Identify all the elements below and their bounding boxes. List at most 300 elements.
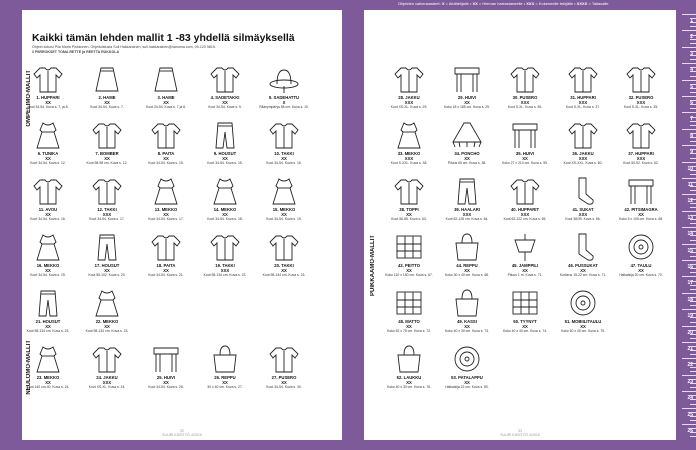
square-illustration-icon [509, 288, 541, 318]
pattern-size: Koot 34-54. Kuva s. 16. [266, 161, 302, 165]
illustration-credit: // PIIRROKSET TOMA RETTE ja REETTA RUKKOLA [32, 50, 120, 54]
ruler-number: 22 [687, 362, 693, 369]
circle-illustration-icon [451, 344, 483, 374]
pattern-item [611, 62, 671, 114]
pattern-difficulty: XX [464, 380, 470, 385]
pattern-name: 22. MEKKO [95, 319, 119, 324]
ruler-tick [690, 190, 696, 191]
ruler-tick [690, 399, 696, 400]
pattern-difficulty: XX [464, 324, 470, 329]
dress-illustration-icon [393, 120, 425, 150]
ruler-number: 13 [687, 214, 693, 221]
ruler-tick [690, 289, 696, 290]
pattern-item [77, 118, 137, 170]
ruler-tick [682, 260, 696, 261]
pattern-name: 4. SADETAKKI [210, 95, 240, 100]
pattern-name: 34. PONCHO [454, 151, 480, 156]
dress-illustration-icon [32, 344, 64, 374]
pattern-size: Koot 34-54. Kuva s. 16. [30, 217, 66, 221]
ruler-tick [690, 363, 696, 364]
ruler-tick [690, 108, 696, 109]
square-illustration-icon [393, 288, 425, 318]
pattern-item [379, 286, 439, 338]
pattern-size: Koot XS-XXL. Kuva s. 60. [563, 161, 603, 165]
pattern-item [136, 230, 196, 282]
pattern-difficulty: XX [406, 324, 412, 329]
top-illustration-icon [509, 176, 541, 206]
pattern-item [495, 230, 555, 282]
top-illustration-icon [150, 120, 182, 150]
ruler-tick [682, 326, 696, 327]
ruler-tick [690, 322, 696, 323]
ruler-tick [690, 92, 696, 93]
ruler-number: 1 [690, 18, 693, 24]
pattern-size: 30 x 40 cm. Kuva s. 27. [207, 385, 243, 389]
pattern-size: Koot 38/39. Kuva s. 66. [565, 217, 601, 221]
pattern-size: Koko 18 x 185 cm. Kuva s. 29. [444, 105, 490, 109]
ruler-number: 3 [690, 50, 693, 57]
top-illustration-icon [32, 64, 64, 94]
ruler-tick [682, 244, 696, 245]
pattern-difficulty: XX [222, 380, 228, 385]
pattern-difficulty: XXX [220, 268, 230, 273]
ruler-number: 20 [687, 329, 693, 336]
ruler-tick [690, 231, 696, 232]
pattern-difficulty: XX [104, 156, 110, 161]
ruler-tick [682, 424, 696, 425]
ruler [676, 0, 696, 450]
ruler-number: 6 [690, 100, 693, 106]
ruler-tick [690, 256, 696, 257]
pattern-name: 20. TAKKI [274, 263, 294, 268]
pattern-difficulty: XXX [636, 156, 646, 161]
ruler-number: 5 [690, 83, 693, 90]
pattern-item [437, 174, 497, 226]
ruler-tick [690, 432, 696, 433]
pattern-item [437, 62, 497, 114]
ruler-number: 19 [687, 313, 693, 320]
ruler-number: 10 [687, 165, 693, 172]
ruler-tick [682, 408, 696, 409]
pattern-size: Koot 34-54. Kuva s. 15. [207, 161, 243, 165]
square-illustration-icon [393, 232, 425, 262]
sock-illustration-icon [567, 176, 599, 206]
pattern-size: Koot 98-134 cm. Kuva s. 23. [26, 329, 70, 333]
ruler-tick [682, 194, 696, 195]
pattern-name: 31. HUPPARI [570, 95, 596, 100]
pattern-item [136, 342, 196, 394]
pattern-difficulty: XX [638, 212, 644, 217]
pattern-difficulty: XX [406, 380, 412, 385]
bag-illustration-icon [393, 344, 425, 374]
ruler-tick [690, 215, 696, 216]
ruler-tick [690, 55, 696, 56]
pattern-name: 3. HAME [157, 95, 175, 100]
sock-illustration-icon [567, 232, 599, 262]
pattern-size: Koko 40 x 30 cm. Kuva s. 73. [444, 329, 490, 333]
ruler-number: 7 [690, 116, 693, 123]
ruler-tick [690, 297, 696, 298]
pattern-difficulty: XX [522, 268, 528, 273]
pattern-name: 53. PATALAPPU [451, 375, 483, 380]
top-illustration-icon [150, 232, 182, 262]
ruler-tick [690, 141, 696, 142]
pattern-difficulty: XX [222, 212, 228, 217]
pattern-name: 10. TAKKI [274, 151, 294, 156]
top-illustration-icon [625, 64, 657, 94]
ruler-number: 16 [687, 264, 693, 270]
pattern-size: Koot 34-54. Kuva s. 17. [89, 217, 125, 221]
pattern-difficulty: XX [104, 100, 110, 105]
ruler-tick [690, 51, 696, 52]
pattern-name: 17. HOUSUT [94, 263, 120, 268]
pattern-name: 50. TYYNYT [513, 319, 537, 324]
top-illustration-icon [567, 64, 599, 94]
pattern-size: Pituus 65 cm. Kuva s. 38. [447, 161, 487, 165]
pattern-difficulty: XX [163, 212, 169, 217]
pattern-item [611, 174, 671, 226]
pattern-difficulty: XX [222, 100, 228, 105]
pattern-size: Koko 110 x 150 cm. Kuva s. 67. [385, 273, 433, 277]
pattern-item [611, 118, 671, 170]
pattern-name: 15. MEKKO [272, 207, 296, 212]
poncho-illustration-icon [451, 120, 483, 150]
pattern-name: 29. HUIVI [457, 95, 477, 100]
pattern-size: Päänympärys 58 cm. Kuva s. 10. [259, 105, 309, 109]
ruler-tick [682, 227, 696, 228]
ruler-number: 21 [687, 346, 693, 352]
dress-illustration-icon [268, 176, 300, 206]
pattern-difficulty: XX [45, 100, 51, 105]
pattern-size: Pituus 1 m. Kuva s. 71. [507, 273, 543, 277]
pattern-difficulty: XX [281, 380, 287, 385]
ruler-number: 14 [687, 231, 693, 238]
pattern-item [77, 62, 137, 114]
ruler-tick [690, 305, 696, 306]
pattern-item [254, 118, 314, 170]
pattern-size: Koot 34-54. Kuva s. 19. [266, 217, 302, 221]
ruler-tick [690, 420, 696, 421]
ruler-tick [690, 67, 696, 68]
section-label-ompelimo: OMPELIMO-MALLIT [26, 70, 32, 127]
pattern-difficulty: XX [638, 268, 644, 273]
skirt-illustration-icon [150, 64, 182, 94]
ruler-tick [690, 412, 696, 413]
ruler-tick [682, 80, 696, 81]
section-label-neulomo: NEULOMO-MALLIT [26, 340, 32, 395]
ruler-tick [690, 43, 696, 44]
pattern-size: Koot XS-XL. Kuva s. 29. [390, 105, 428, 109]
pattern-item [437, 118, 497, 170]
pattern-difficulty: XX [281, 268, 287, 273]
ruler-tick [690, 84, 696, 85]
ruler-tick [690, 268, 696, 269]
ruler-number: 15 [687, 247, 693, 254]
pattern-difficulty: XXX [102, 212, 112, 217]
ruler-tick [682, 342, 696, 343]
pattern-item [379, 230, 439, 282]
hat-illustration-icon [268, 64, 300, 94]
pattern-difficulty: XXX [578, 100, 588, 105]
pattern-size: Koot 98-134 cm. Kuva s. 23. [85, 329, 129, 333]
pattern-item [254, 174, 314, 226]
pattern-name: 24. JAKKU [96, 375, 118, 380]
pattern-size: Koot 34-54. Kuva s. 7, ja 8. [27, 105, 69, 109]
ruler-tick [682, 178, 696, 179]
ruler-tick [690, 22, 696, 23]
magazine-name-right: SUURI KÄSITYÖ 4/2016 [500, 433, 540, 437]
top-illustration-icon [268, 120, 300, 150]
ruler-tick [690, 149, 696, 150]
pattern-name: 42. PITSIMAGRA [624, 207, 658, 212]
ruler-tick [690, 223, 696, 224]
pattern-name: 41. SUKAT [572, 207, 594, 212]
pattern-size: Koot 34-54. Kuva s. 30. [266, 385, 302, 389]
pattern-difficulty: XX [163, 100, 169, 105]
pattern-difficulty: XXX [636, 100, 646, 105]
pattern-difficulty: XXX [520, 212, 530, 217]
bag-illustration-icon [451, 288, 483, 318]
ruler-tick [690, 18, 696, 19]
ruler-tick [690, 371, 696, 372]
pattern-item [379, 342, 439, 394]
pattern-item [195, 118, 255, 170]
pants-illustration-icon [91, 232, 123, 262]
legend-label: = Kokeneelle tekijälle • [535, 1, 576, 6]
pants-illustration-icon [451, 176, 483, 206]
pattern-name: 16. MEKKO [36, 263, 60, 268]
hanger-illustration-icon [509, 232, 541, 262]
pattern-size: Koot 34-54. Kuva s. 12. [30, 161, 66, 165]
pattern-difficulty: XX [45, 268, 51, 273]
pattern-item [553, 174, 613, 226]
ruler-tick [682, 162, 696, 163]
pattern-item [195, 62, 255, 114]
ruler-tick [690, 199, 696, 200]
pattern-size: Koot S-XL. Kuva s. 37. [565, 105, 601, 109]
ruler-tick [690, 350, 696, 351]
pattern-name: 6. TUNIKA [37, 151, 59, 156]
pattern-size: Koot S-XL. Kuva s. 35. [623, 105, 659, 109]
pattern-difficulty: XX [522, 324, 528, 329]
pattern-item [195, 342, 255, 394]
ruler-tick [690, 39, 696, 40]
pattern-size: Koot 56-85. Kuva s. 63. [391, 217, 427, 221]
ruler-tick [690, 346, 696, 347]
pattern-item [379, 62, 439, 114]
pattern-name: 13. MEKKO [154, 207, 178, 212]
pattern-difficulty: XX [104, 324, 110, 329]
ruler-tick [690, 354, 696, 355]
pattern-name: 39. HAALARI [454, 207, 480, 212]
pattern-name: 19. TAKKI [215, 263, 235, 268]
pants-illustration-icon [32, 288, 64, 318]
pattern-item [553, 62, 613, 114]
pattern-item [553, 118, 613, 170]
pattern-item [495, 62, 555, 114]
ruler-number: 18 [687, 296, 693, 303]
pattern-item [77, 342, 137, 394]
scarf-illustration-icon [509, 120, 541, 150]
top-illustration-icon [91, 176, 123, 206]
pattern-item [437, 230, 497, 282]
pattern-difficulty: XX [104, 268, 110, 273]
ruler-tick [690, 174, 696, 175]
ruler-tick [690, 219, 696, 220]
pattern-name: 2. HAME [98, 95, 116, 100]
ruler-tick [682, 30, 696, 31]
ruler-tick [690, 186, 696, 187]
pattern-size: Halkaisija 22 cm. Kuva s. 80. [445, 385, 489, 389]
ruler-tick [690, 182, 696, 183]
ruler-tick [690, 137, 696, 138]
ruler-tick [690, 264, 696, 265]
pattern-size: Koot 98-134 cm. Kuva s. 23. [262, 273, 306, 277]
pattern-difficulty: XXX [102, 380, 112, 385]
ruler-tick [690, 88, 696, 89]
pattern-difficulty: XX [464, 268, 470, 273]
page-number-right: 33 [518, 429, 522, 433]
pattern-difficulty: XX [464, 100, 470, 105]
pattern-name: 28. JAKKU [398, 95, 420, 100]
pattern-size: Koko 27 x 210 cm. Kuva s. 59. [502, 161, 548, 165]
ruler-tick [690, 404, 696, 405]
pattern-name: 30. PUSERO [512, 95, 538, 100]
ruler-tick [690, 248, 696, 249]
ruler-tick [690, 416, 696, 417]
ruler-number: 24 [687, 395, 693, 402]
pattern-difficulty: XX [163, 156, 169, 161]
pattern-name: 47. TAULU [630, 263, 652, 268]
ruler-tick [690, 125, 696, 126]
dress-illustration-icon [150, 176, 182, 206]
pattern-name: 25. HUIVI [156, 375, 176, 380]
pattern-size: Koot 34-54. Kuva s. 26. [148, 385, 184, 389]
ruler-tick [682, 47, 696, 48]
ruler-tick [690, 338, 696, 339]
pattern-size: Koot XS-XL. Kuva s. 24. [88, 385, 126, 389]
pattern-item [611, 230, 671, 282]
ruler-tick [690, 153, 696, 154]
ruler-number: 12 [687, 198, 693, 205]
pattern-name: 40. HUPPARIT [510, 207, 540, 212]
pattern-difficulty: XX [45, 380, 51, 385]
ruler-tick [690, 133, 696, 134]
pattern-item [18, 342, 78, 394]
pattern-name: 46. PUSSUKAT [568, 263, 598, 268]
ruler-tick [690, 383, 696, 384]
pattern-name: 37. HUPPARI [628, 151, 654, 156]
ruler-tick [682, 129, 696, 130]
difficulty-legend [398, 1, 609, 6]
page-footer-right [364, 429, 676, 437]
pattern-difficulty: XX [281, 212, 287, 217]
top-illustration-icon [32, 176, 64, 206]
pattern-difficulty: XXX [578, 212, 588, 217]
pattern-item [195, 174, 255, 226]
pattern-difficulty: XXX [520, 100, 530, 105]
pattern-name: 18. PAITA [156, 263, 176, 268]
ruler-number: 9 [690, 149, 693, 156]
ruler-tick [690, 301, 696, 302]
dress-illustration-icon [209, 176, 241, 206]
pattern-difficulty: XXX [578, 156, 588, 161]
magazine-name: SUURI KÄSITYÖ 4/2016 [162, 433, 202, 437]
ruler-tick [690, 76, 696, 77]
pattern-difficulty: XX [580, 324, 586, 329]
ruler-tick [690, 166, 696, 167]
pattern-name: 26. REPPU [214, 375, 236, 380]
pattern-name: 1. HUPPARI [36, 95, 60, 100]
pattern-size: Koko 40 x 30 cm. Kuva s. 76. [386, 385, 432, 389]
pattern-name: 8. PAITA [157, 151, 175, 156]
top-illustration-icon [567, 120, 599, 150]
ruler-tick [682, 14, 696, 15]
pattern-item [254, 342, 314, 394]
pattern-name: 43. PEITTO [397, 263, 421, 268]
pattern-size: Koot 62-128 cm. Kuva s. 64. [445, 217, 489, 221]
ruler-tick [690, 26, 696, 27]
pattern-item [553, 286, 613, 338]
top-illustration-icon [268, 344, 300, 374]
pattern-difficulty: XX [406, 268, 412, 273]
page-number: 32 [180, 429, 184, 433]
ruler-tick [682, 309, 696, 310]
section-label-puikkaamo: PUIKKAAMO-MALLIT [370, 235, 376, 296]
legend-stars: XXXX [575, 1, 589, 6]
ruler-tick [690, 379, 696, 380]
pattern-size: Koot 34-54. Kuva s. 21. [148, 273, 184, 277]
ruler-tick [690, 121, 696, 122]
ruler-tick [690, 387, 696, 388]
ruler-tick [690, 334, 696, 335]
ruler-tick [690, 35, 696, 36]
pattern-difficulty: XX [281, 156, 287, 161]
pattern-difficulty: XX [580, 268, 586, 273]
ruler-tick [682, 112, 696, 113]
ruler-tick [682, 63, 696, 64]
pattern-item [77, 174, 137, 226]
pattern-size: Koot 34-54. Kuva s. 18. [207, 217, 243, 221]
pattern-difficulty: XXX [404, 156, 414, 161]
legend-stars: X [441, 1, 446, 6]
page-footer [22, 429, 342, 437]
scarf-illustration-icon [451, 64, 483, 94]
ruler-tick [690, 367, 696, 368]
pattern-item [18, 286, 78, 338]
pattern-name: 35. HUIVI [515, 151, 535, 156]
pattern-difficulty: XX [522, 156, 528, 161]
page-subtitle: Ohjeet kokosi Piia Maria Pinkkonen. Ohjeitoistusta Suli Hakkarainen, suli.hakkarainen@sanoma.com, 09-120 5815. [32, 45, 216, 49]
ruler-tick [690, 240, 696, 241]
legend-stars: XX [471, 1, 479, 6]
pattern-name: 48. MATTO [398, 319, 420, 324]
ruler-number: 4 [690, 67, 693, 74]
pattern-size: Koko 30 x 40 cm. Kuva s. 68. [444, 273, 490, 277]
pattern-item [18, 62, 78, 114]
ruler-tick [690, 117, 696, 118]
ruler-tick [690, 100, 696, 101]
ruler-tick [690, 436, 696, 437]
ruler-tick [690, 170, 696, 171]
pattern-name: 14. MEKKO [213, 207, 237, 212]
top-illustration-icon [209, 232, 241, 262]
pattern-size: Koot 62-122 cm. Kuva s. 65. [503, 217, 547, 221]
ruler-tick [690, 59, 696, 60]
top-illustration-icon [393, 64, 425, 94]
pattern-name: 32. PUSERO [628, 95, 654, 100]
pattern-item [136, 62, 196, 114]
